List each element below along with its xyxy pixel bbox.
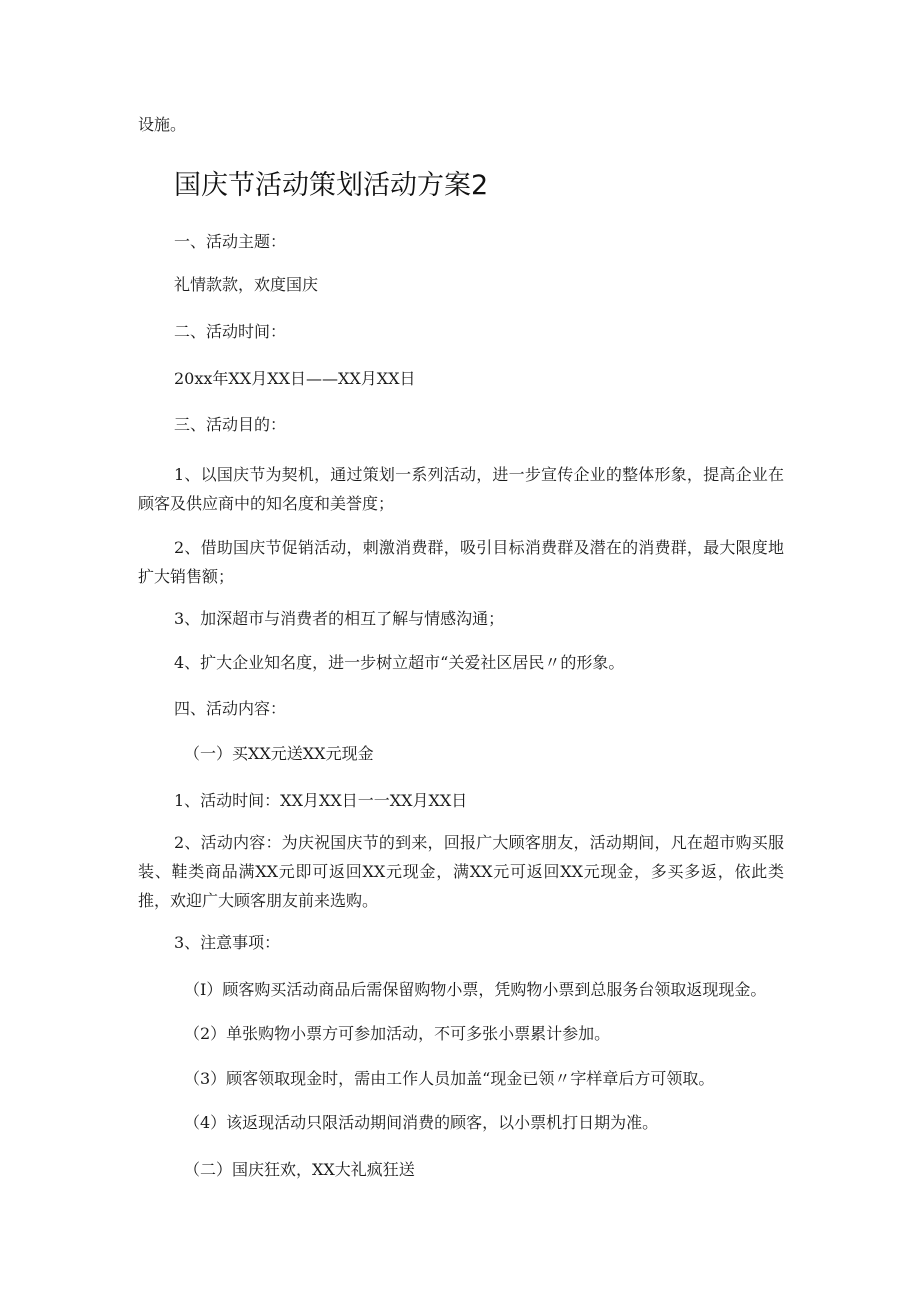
theme-text: 礼情款款，欢度国庆 — [174, 275, 319, 294]
notes-heading: 3、注意事项： — [174, 933, 281, 952]
purpose-heading: 三、活动目的： — [174, 415, 287, 434]
sub1-content: 2、活动内容：为庆祝国庆节的到来，回报广大顾客朋友，活动期间，凡在超市购买服装、鞋类商品满XX元即可返回XX元现金，满XX元可返回XX元现金，多买多返，依此类推，欢迎广大顾客朋友前来选购。 — [138, 833, 784, 910]
purpose-item-3: 3、加深超市与消费者的相互了解与情感沟通； — [174, 609, 505, 628]
purpose-item-4: 4、扩大企业知名度，进一步树立超市“关爱社区居民〃的形象。 — [174, 653, 625, 672]
time-text: 20xx年XX月XX日——XX月XX日 — [174, 369, 416, 388]
note-2: （2）单张购物小票方可参加活动，不可多张小票累计参加。 — [184, 1024, 611, 1043]
note-3: （3）顾客领取现金时，需由工作人员加盖“现金已领〃字样章后方可领取。 — [184, 1069, 715, 1088]
content-heading: 四、活动内容： — [174, 699, 287, 718]
continuation-text: 设施。 — [138, 115, 187, 134]
sub1-time: 1、活动时间：XX月XX日一一XX月XX日 — [174, 791, 468, 810]
purpose-item-1: 1、以国庆节为契机，通过策划一系列活动，进一步宣传企业的整体形象，提高企业在顾客及供应商中的知名度和美誉度； — [138, 465, 784, 513]
note-4: （4）该返现活动只限活动期间消费的顾客，以小票机打日期为准。 — [184, 1113, 659, 1132]
theme-heading: 一、活动主题： — [174, 232, 287, 251]
time-heading: 二、活动时间： — [174, 322, 287, 341]
page-title: 国庆节活动策划活动方案2 — [174, 170, 489, 201]
purpose-item-2: 2、借助国庆节促销活动，刺激消费群，吸引目标消费群及潜在的消费群，最大限度地扩大销售额； — [138, 538, 784, 586]
sub1-heading: （一）买XX元送XX元现金 — [184, 744, 374, 763]
note-1: （I）顾客购买活动商品后需保留购物小票，凭购物小票到总服务台领取返现现金。 — [184, 980, 767, 999]
sub2-heading: （二）国庆狂欢，XX大礼疯狂送 — [184, 1160, 415, 1179]
